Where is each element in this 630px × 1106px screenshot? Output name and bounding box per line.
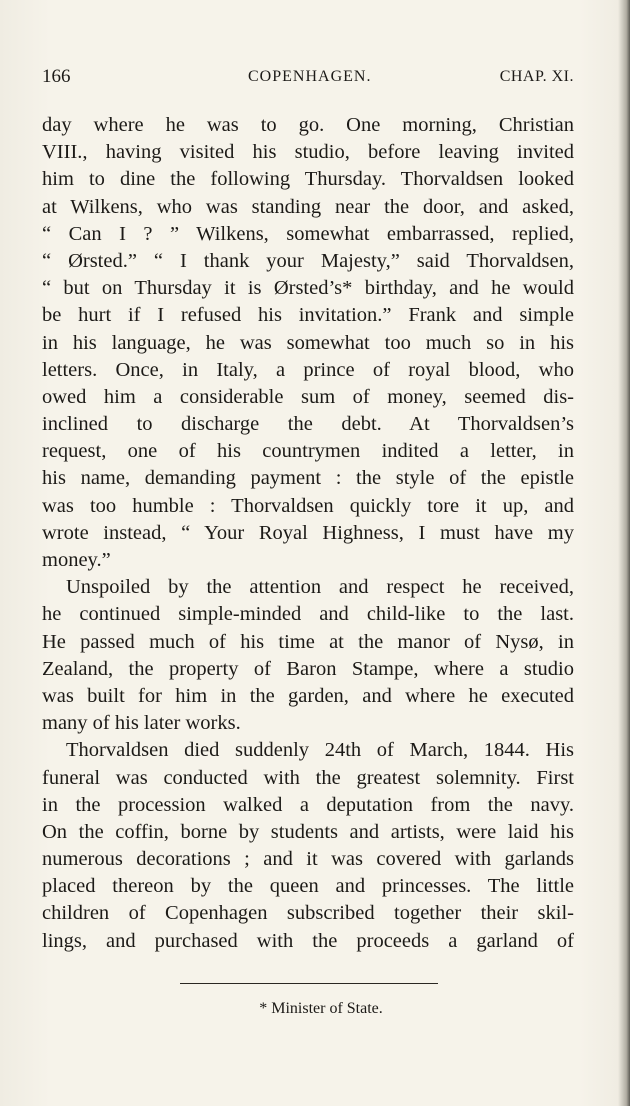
text-line: him to dine the following Thursday. Thorvaldsen looked — [42, 168, 574, 191]
paragraph-start-line: Thorvaldsen died suddenly 24th of March, 1844. His — [66, 739, 574, 762]
text-line: inclined to discharge the debt. At Thorvaldsen’s — [42, 413, 574, 436]
text-line: many of his later works. — [42, 712, 241, 735]
page-number: 166 — [42, 66, 71, 87]
paragraph-start-line: Unspoiled by the attention and respect he received, — [66, 576, 574, 599]
text-line: “ Can I ? ” Wilkens, somewhat embarrassed, replied, — [42, 222, 574, 245]
text-line: He passed much of his time at the manor of Nysø, in — [42, 630, 574, 653]
text-line: owed him a considerable sum of money, seemed dis- — [42, 385, 574, 408]
text-line: request, one of his countrymen indited a letter, in — [42, 440, 574, 463]
body-text — [42, 112, 574, 955]
text-line: placed thereon by the queen and princesses. The little — [42, 875, 574, 898]
text-line: was built for him in the garden, and where he executed — [42, 684, 574, 707]
text-line: letters. Once, in Italy, a prince of royal blood, who — [42, 358, 574, 381]
page-header — [42, 66, 574, 90]
text-line: lings, and purchased with the proceeds a garland of — [42, 929, 574, 952]
text-line: money.” — [42, 549, 111, 571]
page-edge-shadow — [618, 0, 630, 1106]
running-title: COPENHAGEN. — [248, 68, 372, 85]
text-line: in the procession walked a deputation from the navy. — [42, 793, 574, 816]
text-line: day where he was to go. One morning, Christian — [42, 114, 574, 136]
text-line: “ Ørsted.” “ I thank your Majesty,” said Thorvaldsen, — [42, 249, 574, 272]
text-line: wrote instead, “ Your Royal Highness, I must have my — [42, 521, 574, 544]
chapter-label: CHAP. XI. — [499, 68, 574, 85]
text-line: at Wilkens, who was standing near the door, and asked, — [42, 195, 574, 218]
text-line: children of Copenhagen subscribed together their skil- — [42, 902, 574, 925]
text-line: “ but on Thursday it is Ørsted’s* birthday, and he would — [42, 277, 574, 300]
text-line: his name, demanding payment : the style of the epistle — [42, 467, 574, 490]
text-line: funeral was conducted with the greatest solemnity. First — [42, 766, 574, 789]
text-line: On the coffin, borne by students and artists, were laid his — [42, 820, 574, 843]
footnote-rule — [180, 983, 438, 984]
text-line: numerous decorations ; and it was covered with garlands — [42, 848, 574, 871]
text-line: in his language, he was somewhat too much so in his — [42, 331, 574, 354]
text-line: be hurt if I refused his invitation.” Frank and simple — [42, 304, 574, 327]
text-line: Zealand, the property of Baron Stampe, where a studio — [42, 657, 574, 680]
text-line: was too humble : Thorvaldsen quickly tore it up, and — [42, 494, 574, 517]
text-line: he continued simple-minded and child-like to the last. — [42, 603, 574, 626]
footnote: * Minister of State. — [259, 1000, 383, 1017]
text-line: VIII., having visited his studio, before leaving invited — [42, 141, 574, 164]
